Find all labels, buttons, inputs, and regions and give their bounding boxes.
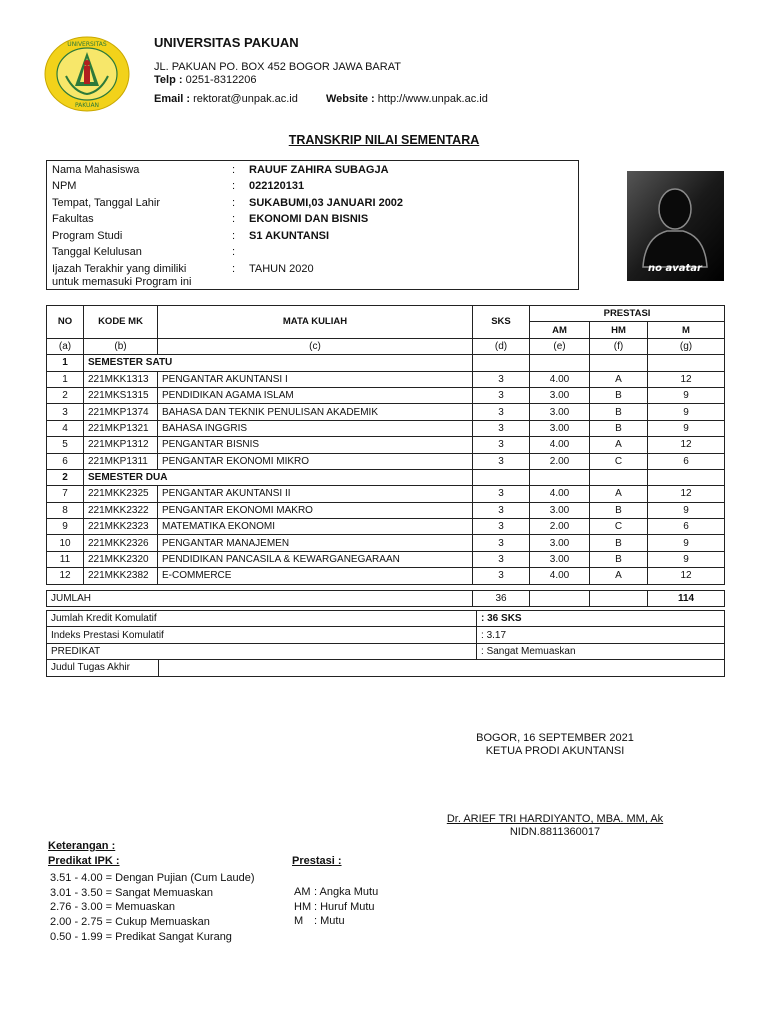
- table-row: [47, 437, 725, 453]
- person-silhouette-icon: [627, 171, 724, 281]
- cell-m: 9: [648, 535, 725, 551]
- table-row: [47, 568, 725, 584]
- cell-hm: A: [590, 371, 648, 387]
- table-row: [47, 535, 725, 551]
- cell-kode: 221MKK2320: [84, 551, 158, 567]
- cell-mk: BAHASA INGGRIS: [158, 420, 473, 436]
- column-code: (e): [530, 338, 590, 354]
- cell-am: 4.00: [530, 486, 590, 502]
- cell-mk: PENGANTAR BISNIS: [158, 437, 473, 453]
- legend-title: Keterangan :: [48, 840, 116, 852]
- cell-m: 12: [648, 371, 725, 387]
- cell-am: 4.00: [530, 371, 590, 387]
- table-row: [47, 519, 725, 535]
- colon: :: [232, 263, 236, 275]
- cell-m: 12: [648, 486, 725, 502]
- header-am: AM: [530, 322, 590, 338]
- summary-value: : 36 SKS: [477, 611, 725, 627]
- legend-ipk-title: Predikat IPK :: [48, 855, 120, 867]
- column-code: (c): [158, 338, 473, 354]
- header-mata-kuliah: MATA KULIAH: [158, 306, 473, 339]
- cell-am: 3.00: [530, 387, 590, 403]
- cell-sks: 3: [473, 519, 530, 535]
- signatory-name: Dr. ARIEF TRI HARDIYANTO, MBA. MM, Ak: [446, 813, 664, 825]
- student-value: 022120131: [249, 180, 305, 192]
- cell-no: 6: [47, 453, 84, 469]
- table-row: [47, 551, 725, 567]
- header-prestasi: PRESTASI: [530, 306, 725, 322]
- cell-kode: 221MKK2326: [84, 535, 158, 551]
- cell-no: 1: [47, 371, 84, 387]
- cell-am: 3.00: [530, 502, 590, 518]
- cell-sks: 3: [473, 453, 530, 469]
- cell-sks: 3: [473, 486, 530, 502]
- cell-m: 9: [648, 387, 725, 403]
- cell-no: 12: [47, 568, 84, 584]
- prestasi-abbr: HM: [294, 900, 312, 913]
- cell-kode: 221MKP1312: [84, 437, 158, 453]
- cell-sks: 3: [473, 551, 530, 567]
- cell-sks: 3: [473, 371, 530, 387]
- total-m: 114: [648, 590, 725, 606]
- cell-am: 3.00: [530, 551, 590, 567]
- cell-hm: B: [590, 420, 648, 436]
- cell-kode: 221MKP1321: [84, 420, 158, 436]
- cell-m: 12: [648, 568, 725, 584]
- cell-no: 5: [47, 437, 84, 453]
- table-row: [47, 502, 725, 518]
- column-code: (b): [84, 338, 158, 354]
- total-label: JUMLAH: [47, 590, 473, 606]
- empty-cell: [590, 355, 648, 371]
- prestasi-desc: : Huruf Mutu: [314, 900, 375, 913]
- total-sks: 36: [473, 590, 530, 606]
- cell-hm: B: [590, 502, 648, 518]
- student-label: Tempat, Tanggal Lahir: [52, 197, 161, 209]
- cell-kode: 221MKP1374: [84, 404, 158, 420]
- student-label: NPM: [52, 180, 77, 192]
- summary-label: Indeks Prestasi Komulatif: [47, 627, 477, 643]
- empty-cell: [473, 469, 530, 485]
- cell-kode: 221MKK1313: [84, 371, 158, 387]
- summary-table: [46, 610, 725, 677]
- semester-name: SEMESTER SATU: [84, 355, 473, 371]
- cell-no: 3: [47, 404, 84, 420]
- cell-hm: A: [590, 486, 648, 502]
- cell-kode: 221MKK2322: [84, 502, 158, 518]
- cell-mk: PENDIDIKAN AGAMA ISLAM: [158, 387, 473, 403]
- cell-mk: PENDIDIKAN PANCASILA & KEWARGANEGARAAN: [158, 551, 473, 567]
- table-row: [47, 486, 725, 502]
- legend-prestasi-title: Prestasi :: [292, 855, 342, 867]
- cell-no: 8: [47, 502, 84, 518]
- empty-cell: [530, 469, 590, 485]
- cell-kode: 221MKP1311: [84, 453, 158, 469]
- signature-place-date: BOGOR, 16 SEPTEMBER 2021: [476, 732, 634, 744]
- table-row: [47, 453, 725, 469]
- telp-label: Telp :: [154, 74, 183, 86]
- colon: :: [232, 164, 236, 176]
- colon: :: [232, 197, 236, 209]
- ijazah-label-1: Ijazah Terakhir yang dimiliki: [52, 263, 187, 275]
- cell-kode: 221MKS1315: [84, 387, 158, 403]
- cell-no: 9: [47, 519, 84, 535]
- prestasi-abbr: AM: [294, 886, 311, 898]
- cell-am: 2.00: [530, 453, 590, 469]
- cell-no: 7: [47, 486, 84, 502]
- university-logo: [44, 36, 130, 112]
- website-value: http://www.unpak.ac.id: [377, 93, 488, 105]
- prestasi-desc: : Mutu: [314, 915, 345, 928]
- total-row: [47, 590, 725, 606]
- semester-no: 2: [47, 469, 84, 485]
- colon: :: [232, 230, 236, 242]
- cell-kode: 221MKK2325: [84, 486, 158, 502]
- cell-am: 3.00: [530, 535, 590, 551]
- judul-label: Judul Tugas Akhir: [47, 660, 159, 676]
- cell-mk: E-COMMERCE: [158, 568, 473, 584]
- header-kode: KODE MK: [84, 306, 158, 339]
- table-row: [47, 387, 725, 403]
- summary-label: Jumlah Kredit Komulatif: [47, 611, 477, 627]
- table-row: [47, 371, 725, 387]
- cell-hm: B: [590, 404, 648, 420]
- cell-m: 12: [648, 437, 725, 453]
- cell-hm: C: [590, 519, 648, 535]
- university-name: UNIVERSITAS PAKUAN: [154, 35, 299, 50]
- grades-body: [47, 338, 725, 606]
- semester-row: [47, 355, 725, 371]
- cell-mk: PENGANTAR AKUNTANSI I: [158, 371, 473, 387]
- empty-cell: [473, 355, 530, 371]
- header-sks: SKS: [473, 306, 530, 339]
- cell-mk: PENGANTAR EKONOMI MAKRO: [158, 502, 473, 518]
- ipk-item: 2.76 - 3.00 = Memuaskan: [50, 901, 176, 914]
- empty-cell: [530, 355, 590, 371]
- cell-mk: PENGANTAR EKONOMI MIKRO: [158, 453, 473, 469]
- cell-am: 2.00: [530, 519, 590, 535]
- table-row: [47, 420, 725, 436]
- summary-row: [47, 643, 725, 659]
- cell-sks: 3: [473, 502, 530, 518]
- cell-kode: 221MKK2382: [84, 568, 158, 584]
- header-no: NO: [47, 306, 84, 339]
- empty-cell: [530, 590, 590, 606]
- student-label: Fakultas: [52, 213, 94, 225]
- student-label: Tanggal Kelulusan: [52, 246, 142, 258]
- ijazah-value: TAHUN 2020: [249, 263, 314, 275]
- cell-mk: PENGANTAR AKUNTANSI II: [158, 486, 473, 502]
- student-value: SUKABUMI,03 JANUARI 2002: [249, 197, 404, 209]
- cell-mk: MATEMATIKA EKONOMI: [158, 519, 473, 535]
- cell-hm: C: [590, 453, 648, 469]
- cell-m: 9: [648, 404, 725, 420]
- website-label: Website :: [326, 93, 375, 105]
- ipk-item: 3.01 - 3.50 = Sangat Memuaskan: [50, 886, 213, 899]
- university-address: JL. PAKUAN PO. BOX 452 BOGOR JAWA BARAT: [154, 61, 401, 73]
- colon: :: [232, 180, 236, 192]
- cell-sks: 3: [473, 568, 530, 584]
- cell-no: 4: [47, 420, 84, 436]
- semester-no: 1: [47, 355, 84, 371]
- cell-sks: 3: [473, 404, 530, 420]
- cell-mk: BAHASA DAN TEKNIK PENULISAN AKADEMIK: [158, 404, 473, 420]
- semester-name: SEMESTER DUA: [84, 469, 473, 485]
- cell-sks: 3: [473, 387, 530, 403]
- cell-m: 9: [648, 551, 725, 567]
- grades-table: [46, 305, 725, 607]
- logo-text-bottom: PAKUAN: [74, 102, 100, 109]
- cell-no: 2: [47, 387, 84, 403]
- cell-am: 3.00: [530, 420, 590, 436]
- prestasi-abbr: M: [294, 915, 304, 928]
- signatory-nidn: NIDN.8811360017: [509, 826, 601, 838]
- document-title: TRANSKRIP NILAI SEMENTARA: [288, 133, 480, 147]
- cell-m: 9: [648, 420, 725, 436]
- summary-value: : 3.17: [477, 627, 725, 643]
- header-m: M: [648, 322, 725, 338]
- email-value: rektorat@unpak.ac.id: [193, 93, 298, 105]
- column-code-row: [47, 338, 725, 354]
- student-value: EKONOMI DAN BISNIS: [249, 213, 369, 225]
- ijazah-label-2: untuk memasuki Program ini: [52, 276, 192, 288]
- cell-hm: B: [590, 387, 648, 403]
- column-code: (g): [648, 338, 725, 354]
- email-label: Email :: [154, 93, 191, 105]
- cell-no: 11: [47, 551, 84, 567]
- column-code: (d): [473, 338, 530, 354]
- cell-m: 6: [648, 453, 725, 469]
- cell-sks: 3: [473, 420, 530, 436]
- cell-am: 3.00: [530, 404, 590, 420]
- cell-sks: 3: [473, 437, 530, 453]
- cell-kode: 221MKK2323: [84, 519, 158, 535]
- empty-cell: [648, 355, 725, 371]
- signature-position: KETUA PRODI AKUNTANSI: [485, 745, 625, 757]
- cell-no: 10: [47, 535, 84, 551]
- telp-value: 0251-8312206: [185, 74, 257, 86]
- cell-am: 4.00: [530, 568, 590, 584]
- student-value: RAUUF ZAHIRA SUBAGJA: [249, 164, 389, 176]
- header-hm: HM: [590, 322, 648, 338]
- student-label: Nama Mahasiswa: [52, 164, 140, 176]
- ipk-item: 2.00 - 2.75 = Cukup Memuaskan: [50, 916, 210, 929]
- cell-hm: B: [590, 535, 648, 551]
- logo-text-top: UNIVERSITAS: [67, 41, 107, 48]
- summary-row: [47, 611, 725, 627]
- cell-m: 6: [648, 519, 725, 535]
- cell-hm: B: [590, 551, 648, 567]
- cell-am: 4.00: [530, 437, 590, 453]
- ipk-item: 3.51 - 4.00 = Dengan Pujian (Cum Laude): [50, 872, 255, 884]
- summary-label: PREDIKAT: [47, 643, 477, 659]
- ipk-item: 0.50 - 1.99 = Predikat Sangat Kurang: [50, 930, 232, 943]
- summary-value: : Sangat Memuaskan: [477, 643, 725, 659]
- student-label: Program Studi: [52, 230, 123, 242]
- colon: :: [232, 213, 236, 225]
- summary-row: [47, 627, 725, 643]
- telp-line: [154, 74, 257, 86]
- cell-hm: A: [590, 437, 648, 453]
- cell-mk: PENGANTAR MANAJEMEN: [158, 535, 473, 551]
- empty-cell: [648, 469, 725, 485]
- judul-row: [47, 660, 725, 676]
- column-code: (f): [590, 338, 648, 354]
- avatar: [627, 171, 724, 281]
- cell-hm: A: [590, 568, 648, 584]
- table-row: [47, 404, 725, 420]
- prestasi-desc: : Angka Mutu: [314, 886, 379, 898]
- colon: :: [232, 246, 236, 258]
- contact-line: [154, 93, 488, 105]
- judul-value: [159, 660, 725, 676]
- cell-sks: 3: [473, 535, 530, 551]
- empty-cell: [590, 590, 648, 606]
- cell-m: 9: [648, 502, 725, 518]
- empty-cell: [590, 469, 648, 485]
- student-value: S1 AKUNTANSI: [249, 230, 330, 242]
- avatar-label: no avatar: [648, 263, 702, 274]
- column-code: (a): [47, 338, 84, 354]
- semester-row: [47, 469, 725, 485]
